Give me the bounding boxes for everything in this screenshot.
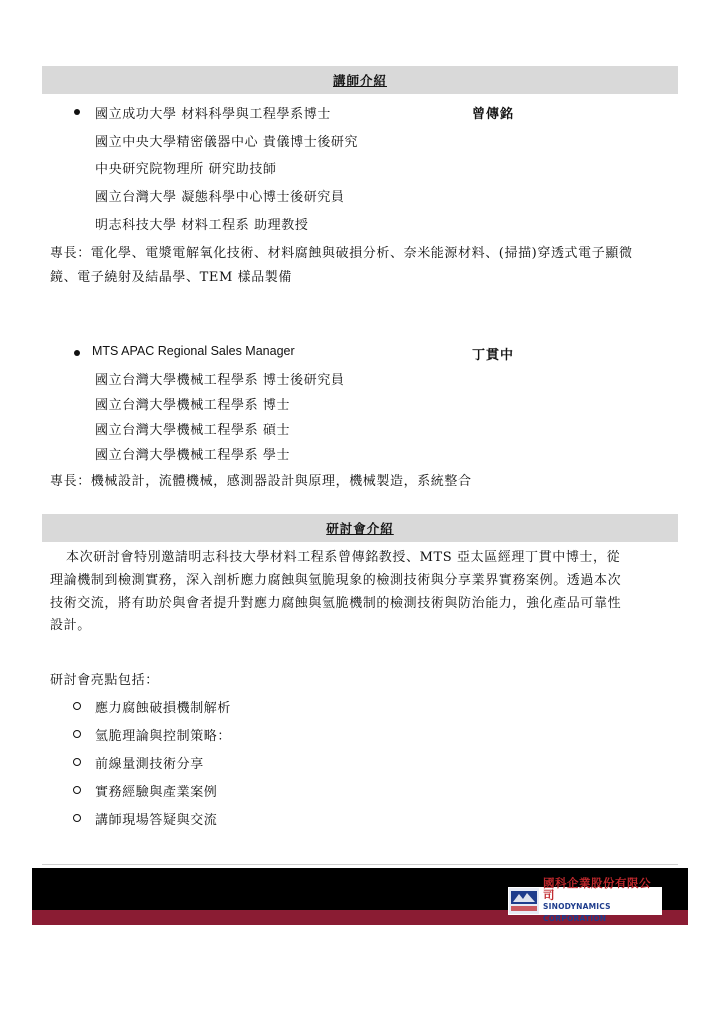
highlight-item-3: 前線量測技術分享 xyxy=(95,757,204,772)
highlight-item-5: 講師現場答疑與交流 xyxy=(95,813,218,828)
speaker1-line-4: 國立台灣大學 凝態科學中心博士後研究員 xyxy=(95,190,345,205)
footer-divider xyxy=(42,864,678,865)
speaker2-name: 丁貫中 xyxy=(472,348,515,363)
speaker1-expertise-line-1: 專長：電化學、電漿電解氧化技術、材料腐蝕與破損分析、奈米能源材料、(掃描)穿透式電子顯微 xyxy=(50,246,633,261)
highlight-item-1: 應力腐蝕破損機制解析 xyxy=(95,701,232,716)
highlights-title: 研討會亮點包括： xyxy=(50,673,159,688)
hollow-bullet xyxy=(73,786,81,794)
speaker1-expertise-line-2: 鏡、電子繞射及結晶學、TEM 樣品製備 xyxy=(50,270,293,285)
hollow-bullet xyxy=(73,702,81,710)
seminar-section-title: 研討會介紹 xyxy=(326,521,394,536)
highlight-item-2: 氫脆理論與控制策略： xyxy=(95,729,232,744)
company-name-cn: 國科企業股份有限公司 xyxy=(543,876,651,902)
speaker1-name: 曾傳銘 xyxy=(472,107,515,122)
speakers-section-title: 講師介紹 xyxy=(332,73,387,88)
speaker2-expertise: 專長：機械設計，流體機械，感測器設計與原理，機械製造，系統整合 xyxy=(50,474,472,489)
seminar-paragraph-line-3: 技術交流，將有助於與會者提升對應力腐蝕與氫脆機制的檢測技術與防治能力，強化產品可靠性 xyxy=(50,596,622,611)
speaker1-line-5: 明志科技大學 材料工程系 助理教授 xyxy=(95,218,309,233)
speaker2-line-5: 國立台灣大學機械工程學系 學士 xyxy=(95,448,291,463)
speaker2-line-1: MTS APAC Regional Sales Manager xyxy=(92,344,295,358)
company-name-en: SINODYNAMICS CORPORATION xyxy=(543,902,611,923)
speaker1-line-3: 中央研究院物理所 研究助技師 xyxy=(95,162,277,177)
bullet-dot xyxy=(74,350,80,356)
company-logo xyxy=(508,876,662,923)
highlight-item-4: 實務經驗與產業案例 xyxy=(95,785,218,800)
company-logo-mark-icon xyxy=(509,888,539,914)
bullet-dot xyxy=(74,109,80,115)
seminar-section-header xyxy=(42,514,678,542)
speaker1-line-2: 國立中央大學精密儀器中心 貴儀博士後研究 xyxy=(95,135,359,150)
seminar-paragraph-line-1: 本次研討會特別邀請明志科技大學材料工程系曾傳銘教授、MTS 亞太區經理丁貫中博士，從 xyxy=(66,550,621,565)
speakers-section-header xyxy=(42,66,678,94)
hollow-bullet xyxy=(73,814,81,822)
hollow-bullet xyxy=(73,730,81,738)
seminar-paragraph-line-2: 理論機制到檢測實務，深入剖析應力腐蝕與氫脆現象的檢測技術與分享業界實務案例。透過本次 xyxy=(50,573,622,588)
speaker1-line-1: 國立成功大學 材料科學與工程學系博士 xyxy=(95,107,331,122)
speaker2-line-2: 國立台灣大學機械工程學系 博士後研究員 xyxy=(95,373,345,388)
seminar-paragraph-line-4: 設計。 xyxy=(50,618,91,633)
speaker2-line-3: 國立台灣大學機械工程學系 博士 xyxy=(95,398,291,413)
speaker2-line-4: 國立台灣大學機械工程學系 碩士 xyxy=(95,423,291,438)
hollow-bullet xyxy=(73,758,81,766)
